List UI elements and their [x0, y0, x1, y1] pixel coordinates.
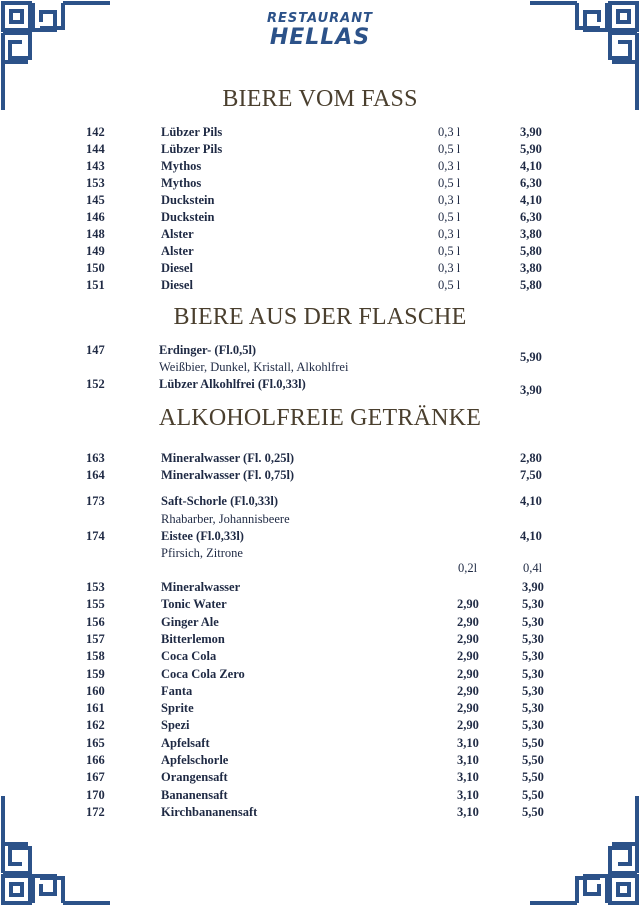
- menu-item-row: [0, 192, 640, 209]
- item-price: 7,50: [520, 468, 542, 482]
- item-number: 147: [86, 343, 105, 357]
- item-number: 152: [86, 377, 105, 391]
- item-price-small: 2,90: [457, 614, 479, 629]
- item-price: 3,80: [520, 261, 542, 275]
- item-price: 6,30: [520, 210, 542, 224]
- item-price-small: 2,90: [457, 701, 479, 716]
- item-name: Apfelsaft: [161, 735, 210, 750]
- item-price: 6,30: [520, 176, 542, 190]
- item-number: 170: [86, 787, 105, 802]
- menu-item-row: [0, 226, 640, 243]
- menu-item-row: [0, 467, 640, 484]
- item-name: Spezi: [161, 718, 190, 733]
- item-number: 143: [86, 159, 105, 173]
- item-name: Bitterlemon: [161, 631, 225, 646]
- menu-item-row: [0, 666, 640, 683]
- item-volume: 0,3 l: [438, 159, 461, 173]
- item-name: Alster: [161, 227, 194, 241]
- item-price-large: 5,30: [522, 597, 544, 612]
- item-name: Duckstein: [161, 193, 215, 207]
- item-volume: 0,3 l: [438, 261, 461, 275]
- item-number: 167: [86, 770, 105, 785]
- item-price-large: 5,30: [522, 631, 544, 646]
- item-price-small: 3,10: [457, 804, 479, 819]
- item-number: 164: [86, 468, 105, 482]
- item-price-large: 5,30: [522, 666, 544, 681]
- item-name: Coca Cola: [161, 649, 217, 664]
- item-volume: 0,5 l: [438, 142, 461, 156]
- item-volume: 0,5 l: [438, 278, 461, 292]
- item-number: 158: [86, 649, 105, 664]
- item-price-large: 5,50: [522, 804, 544, 819]
- item-number: 165: [86, 735, 105, 750]
- menu-item-row: [0, 579, 640, 596]
- item-number: 174: [86, 529, 105, 543]
- item-price: 5,80: [520, 244, 542, 258]
- menu-item-row: [0, 141, 640, 158]
- logo-hellas-text: HELLAS: [269, 25, 371, 50]
- logo-restaurant-text: RESTAURANT: [267, 11, 373, 26]
- menu-item-row: [0, 175, 640, 192]
- item-name: Erdinger- (Fl.0,5l): [159, 343, 257, 357]
- menu-item-row: [0, 769, 640, 786]
- item-name: Mineralwasser (Fl. 0,75l): [161, 468, 295, 482]
- item-number: 162: [86, 718, 105, 733]
- item-volume: 0,3 l: [438, 125, 461, 139]
- item-number: 142: [86, 125, 105, 139]
- menu-item-row: [0, 243, 640, 260]
- item-price-large: 3,90: [522, 580, 544, 594]
- item-name: Kirchbananensaft: [161, 804, 258, 819]
- item-price-large: 5,30: [522, 614, 544, 629]
- item-volume: 0,3 l: [438, 193, 461, 207]
- item-name: Orangensaft: [161, 770, 228, 785]
- item-number: 159: [86, 666, 105, 681]
- item-name: Lübzer Alkohlfrei (Fl.0,33l): [159, 377, 306, 391]
- section-heading-beer-tap: BIERE VOM FASS: [222, 86, 418, 112]
- item-price: 4,10: [520, 159, 542, 173]
- item-price-large: 5,30: [522, 701, 544, 716]
- item-name: Mineralwasser: [161, 580, 241, 594]
- menu-item-row: [0, 648, 640, 665]
- item-number: 166: [86, 753, 105, 767]
- item-name: Eistee (Fl.0,33l): [161, 529, 244, 543]
- item-number: 151: [86, 278, 105, 292]
- item-price-large: 5,50: [522, 787, 544, 802]
- item-price: 3,80: [520, 227, 542, 241]
- item-number: 155: [86, 597, 105, 612]
- item-price-small: 3,10: [457, 735, 479, 750]
- menu-item-row: [0, 752, 640, 769]
- item-name: Fanta: [161, 683, 193, 698]
- item-name: Bananensaft: [161, 787, 228, 802]
- item-price-large: 5,30: [522, 649, 544, 664]
- item-number: 161: [86, 701, 105, 716]
- item-price: 3,90: [520, 125, 542, 139]
- item-description: Weißbier, Dunkel, Kristall, Alkohlfrei: [159, 360, 349, 374]
- item-price-small: 2,90: [457, 631, 479, 646]
- item-price-small: 3,10: [457, 753, 479, 767]
- item-price-small: 2,90: [457, 649, 479, 664]
- menu-item-row: [0, 342, 640, 364]
- menu-item-row: [0, 493, 640, 510]
- item-number: 144: [86, 142, 105, 156]
- menu-item-row: [0, 277, 640, 294]
- item-price-small: 3,10: [457, 770, 479, 785]
- item-name: Duckstein: [161, 210, 215, 224]
- section-heading-soft-drinks: ALKOHOLFREIE GETRÄNKE: [158, 405, 482, 431]
- restaurant-logo: [0, 12, 640, 50]
- item-price-large: 5,50: [522, 735, 544, 750]
- item-number: 160: [86, 683, 105, 698]
- item-number: 173: [86, 494, 105, 508]
- item-description: Rhabarber, Johannisbeere: [161, 512, 290, 526]
- menu-item-row: [0, 158, 640, 175]
- menu-item-row: [0, 260, 640, 277]
- menu-item-row: [0, 735, 640, 752]
- menu-item-row: [0, 528, 640, 545]
- item-price-small: 2,90: [457, 718, 479, 733]
- item-number: 153: [86, 580, 105, 594]
- menu-item-row: [0, 717, 640, 734]
- item-price-large: 5,50: [522, 753, 544, 767]
- item-price-small: 3,10: [457, 787, 479, 802]
- section-heading-beer-bottle: BIERE AUS DER FLASCHE: [173, 304, 467, 330]
- menu-item-row: [0, 631, 640, 648]
- item-number: 163: [86, 451, 105, 465]
- item-name: Mythos: [161, 159, 202, 173]
- item-name: Ginger Ale: [161, 614, 219, 629]
- item-description: Pfirsich, Zitrone: [161, 546, 243, 560]
- size-header-large: 0,4l: [523, 561, 543, 575]
- item-volume: 0,5 l: [438, 210, 461, 224]
- item-price-small: 2,90: [457, 597, 479, 612]
- item-name: Lübzer Pils: [161, 142, 223, 156]
- menu-item-row: [0, 376, 640, 397]
- item-price-small: 2,90: [457, 683, 479, 698]
- item-name: Diesel: [161, 261, 193, 275]
- item-name: Saft-Schorle (Fl.0,33l): [161, 494, 278, 508]
- item-number: 145: [86, 193, 105, 207]
- item-price: 4,10: [520, 193, 542, 207]
- item-number: 157: [86, 631, 105, 646]
- menu-item-row: [0, 614, 640, 631]
- item-volume: 0,5 l: [438, 244, 461, 258]
- item-price: 2,80: [520, 451, 542, 465]
- menu-item-row: [0, 124, 640, 141]
- menu-item-row: [0, 804, 640, 821]
- menu-item-row: [0, 450, 640, 467]
- item-price: 4,10: [520, 494, 542, 508]
- size-header-small: 0,2l: [458, 561, 478, 575]
- item-name: Apfelschorle: [161, 753, 229, 767]
- item-name: Sprite: [161, 701, 194, 716]
- item-price-large: 5,30: [522, 683, 544, 698]
- item-name: Alster: [161, 244, 194, 258]
- item-price-large: 5,50: [522, 770, 544, 785]
- item-number: 156: [86, 614, 105, 629]
- menu-item-row: [0, 700, 640, 717]
- item-price-large: 5,30: [522, 718, 544, 733]
- item-number: 149: [86, 244, 105, 258]
- item-name: Mineralwasser (Fl. 0,25l): [161, 451, 295, 465]
- item-price: 5,90: [520, 142, 542, 156]
- item-volume: 0,5 l: [438, 176, 461, 190]
- item-price: 5,80: [520, 278, 542, 292]
- menu-item-row: [0, 683, 640, 700]
- item-price: 5,90: [520, 350, 542, 364]
- item-price: 3,90: [520, 383, 542, 397]
- item-number: 148: [86, 227, 105, 241]
- item-price: 4,10: [520, 529, 542, 543]
- item-price-small: 2,90: [457, 666, 479, 681]
- menu-item-row: [0, 596, 640, 613]
- item-number: 172: [86, 804, 105, 819]
- item-name: Mythos: [161, 176, 202, 190]
- item-number: 153: [86, 176, 105, 190]
- menu-item-row: [0, 787, 640, 804]
- item-volume: 0,3 l: [438, 227, 461, 241]
- item-name: Diesel: [161, 278, 193, 292]
- item-name: Tonic Water: [161, 597, 227, 612]
- item-number: 150: [86, 261, 105, 275]
- item-name: Coca Cola Zero: [161, 666, 245, 681]
- item-name: Lübzer Pils: [161, 125, 223, 139]
- item-number: 146: [86, 210, 105, 224]
- menu-item-row: [0, 209, 640, 226]
